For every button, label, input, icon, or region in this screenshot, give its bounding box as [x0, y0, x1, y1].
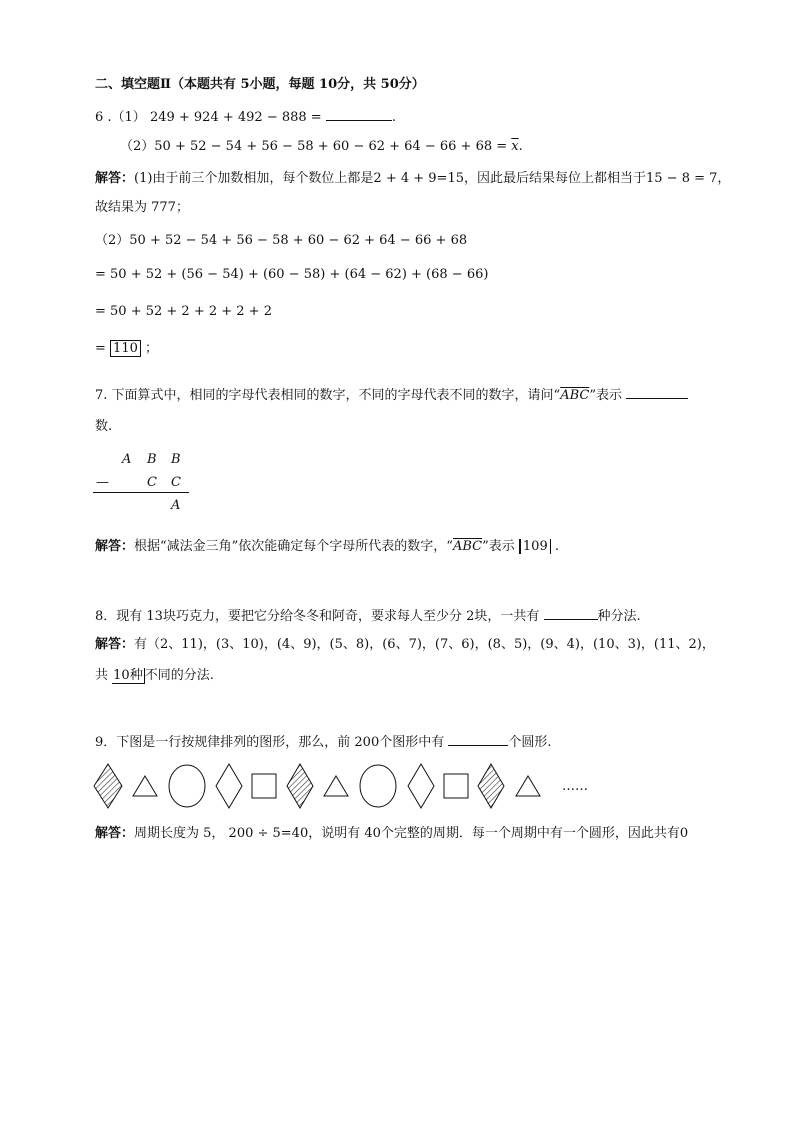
- triangle-shape: [516, 776, 540, 796]
- q9-answer: 解答：周期长度为 5， 200 ÷ 5=40，说明有 40个完整的周期．每一个周期中有一个圆形，因此共有0: [95, 826, 689, 841]
- q6-answer-3: （2）50 + 52 − 54 + 56 − 58 + 60 − 62 + 64 − 66 + 68: [95, 233, 468, 248]
- minus-sign: —: [96, 475, 109, 490]
- q7-answer: 解答：根据“减法金三角”依次能确定每个字母所代表的数字，“$\overline{ABC}$”表示 109 .: [95, 539, 560, 554]
- hatched-diamond-shape: [478, 764, 504, 808]
- q6-line1-text: 6 .（1） 249 + 924 + 492 − 888 =: [95, 110, 322, 125]
- q6-answer-2: 故结果为 777；: [95, 200, 189, 215]
- q6-line2: $(2)50 + 52 - 54 + 56 - 58 + 60 - 62 + 64 - 66 + 68 = \overline{x}$.: [120, 139, 523, 154]
- q6-answer-4: = 50 + 52 + (56 − 54) + (60 − 58) + (64 − 62) + (68 − 66): [95, 267, 489, 282]
- answer-label: 解答：: [95, 171, 135, 186]
- hatched-diamond-shape: [287, 764, 313, 808]
- digit-b: B: [147, 452, 157, 467]
- square-shape: [444, 774, 468, 798]
- answer-blank: [626, 384, 688, 399]
- q6-answer-6: = 110 ；: [95, 341, 159, 356]
- q8-answer-2: 共 10种 不同的分法.: [95, 668, 214, 683]
- abc-overline: $\overline{ABC}$: [560, 388, 590, 403]
- triangle-shape: [133, 776, 157, 796]
- circle-shape: [169, 765, 205, 807]
- section-title: 二、填空题Ⅱ（本题共有 5小题，每题 10分，共 50分）: [95, 77, 425, 92]
- answer-blank: [544, 605, 598, 620]
- answer-blank: [448, 731, 508, 746]
- digit-c: C: [147, 475, 157, 490]
- digit-a: A: [171, 498, 181, 513]
- q8-line1: 8．现有 13块巧克力，要把它分给冬冬和阿奇，要求每人至少分 2块，一共有 种分法.: [95, 605, 641, 626]
- diamond-shape: [408, 764, 434, 808]
- square-shape: [252, 774, 276, 798]
- triangle-shape: [324, 776, 348, 796]
- shape-sequence: [90, 760, 610, 812]
- answer-label: 解答：: [95, 539, 135, 554]
- answer-label: 解答：: [95, 826, 135, 841]
- circle-shape: [360, 765, 396, 807]
- subtraction-rule: [93, 492, 189, 493]
- hatched-diamond-shape: [94, 764, 122, 808]
- boxed-answer: 10种: [113, 668, 143, 683]
- digit-c: C: [171, 475, 181, 490]
- q7-line2: 数.: [95, 419, 113, 434]
- ellipsis: ……: [562, 779, 588, 794]
- q7-line1: 7. 下面算式中，相同的字母代表相同的数字，不同的字母代表不同的数字，请问“$\overline{ABC}$”表示: [95, 384, 688, 405]
- digit-b: B: [171, 452, 181, 467]
- q9-line1: 9．下图是一行按规律排列的图形，那么，前 200个图形中有 个圆形.: [95, 731, 552, 752]
- abc-overline: $\overline{ABC}$: [452, 539, 483, 554]
- q6-answer-1: 解答：(1)由于前三个加数相加，每个数位上都是2 + 4 + 9=15，因此最后结果每位上都相当于15 − 8 = 7，: [95, 171, 731, 186]
- answer-label: 解答：: [95, 637, 135, 652]
- boxed-answer: 109: [519, 539, 551, 554]
- q8-answer-1: 解答：有（2、11)，(3、10)，(4、9)，(5、8)，(6、7)，(7、6)，(8、5)，(9、4)，(10、3)，(11、2)，: [95, 637, 715, 652]
- q6-x: $\overline{x}$: [511, 139, 519, 154]
- boxed-answer: 110: [110, 340, 141, 357]
- q6-answer-5: = 50 + 52 + 2 + 2 + 2 + 2: [95, 304, 272, 319]
- q6-line2-text: （2）50 + 52 − 54 + 56 − 58 + 60 − 62 + 64 − 66 + 68 =: [120, 139, 508, 154]
- q6-line1: 6 .（1） 249 + 924 + 492 − 888 = .: [95, 106, 396, 127]
- diamond-shape: [216, 764, 242, 808]
- answer-blank: [326, 106, 392, 121]
- digit-a: A: [122, 452, 132, 467]
